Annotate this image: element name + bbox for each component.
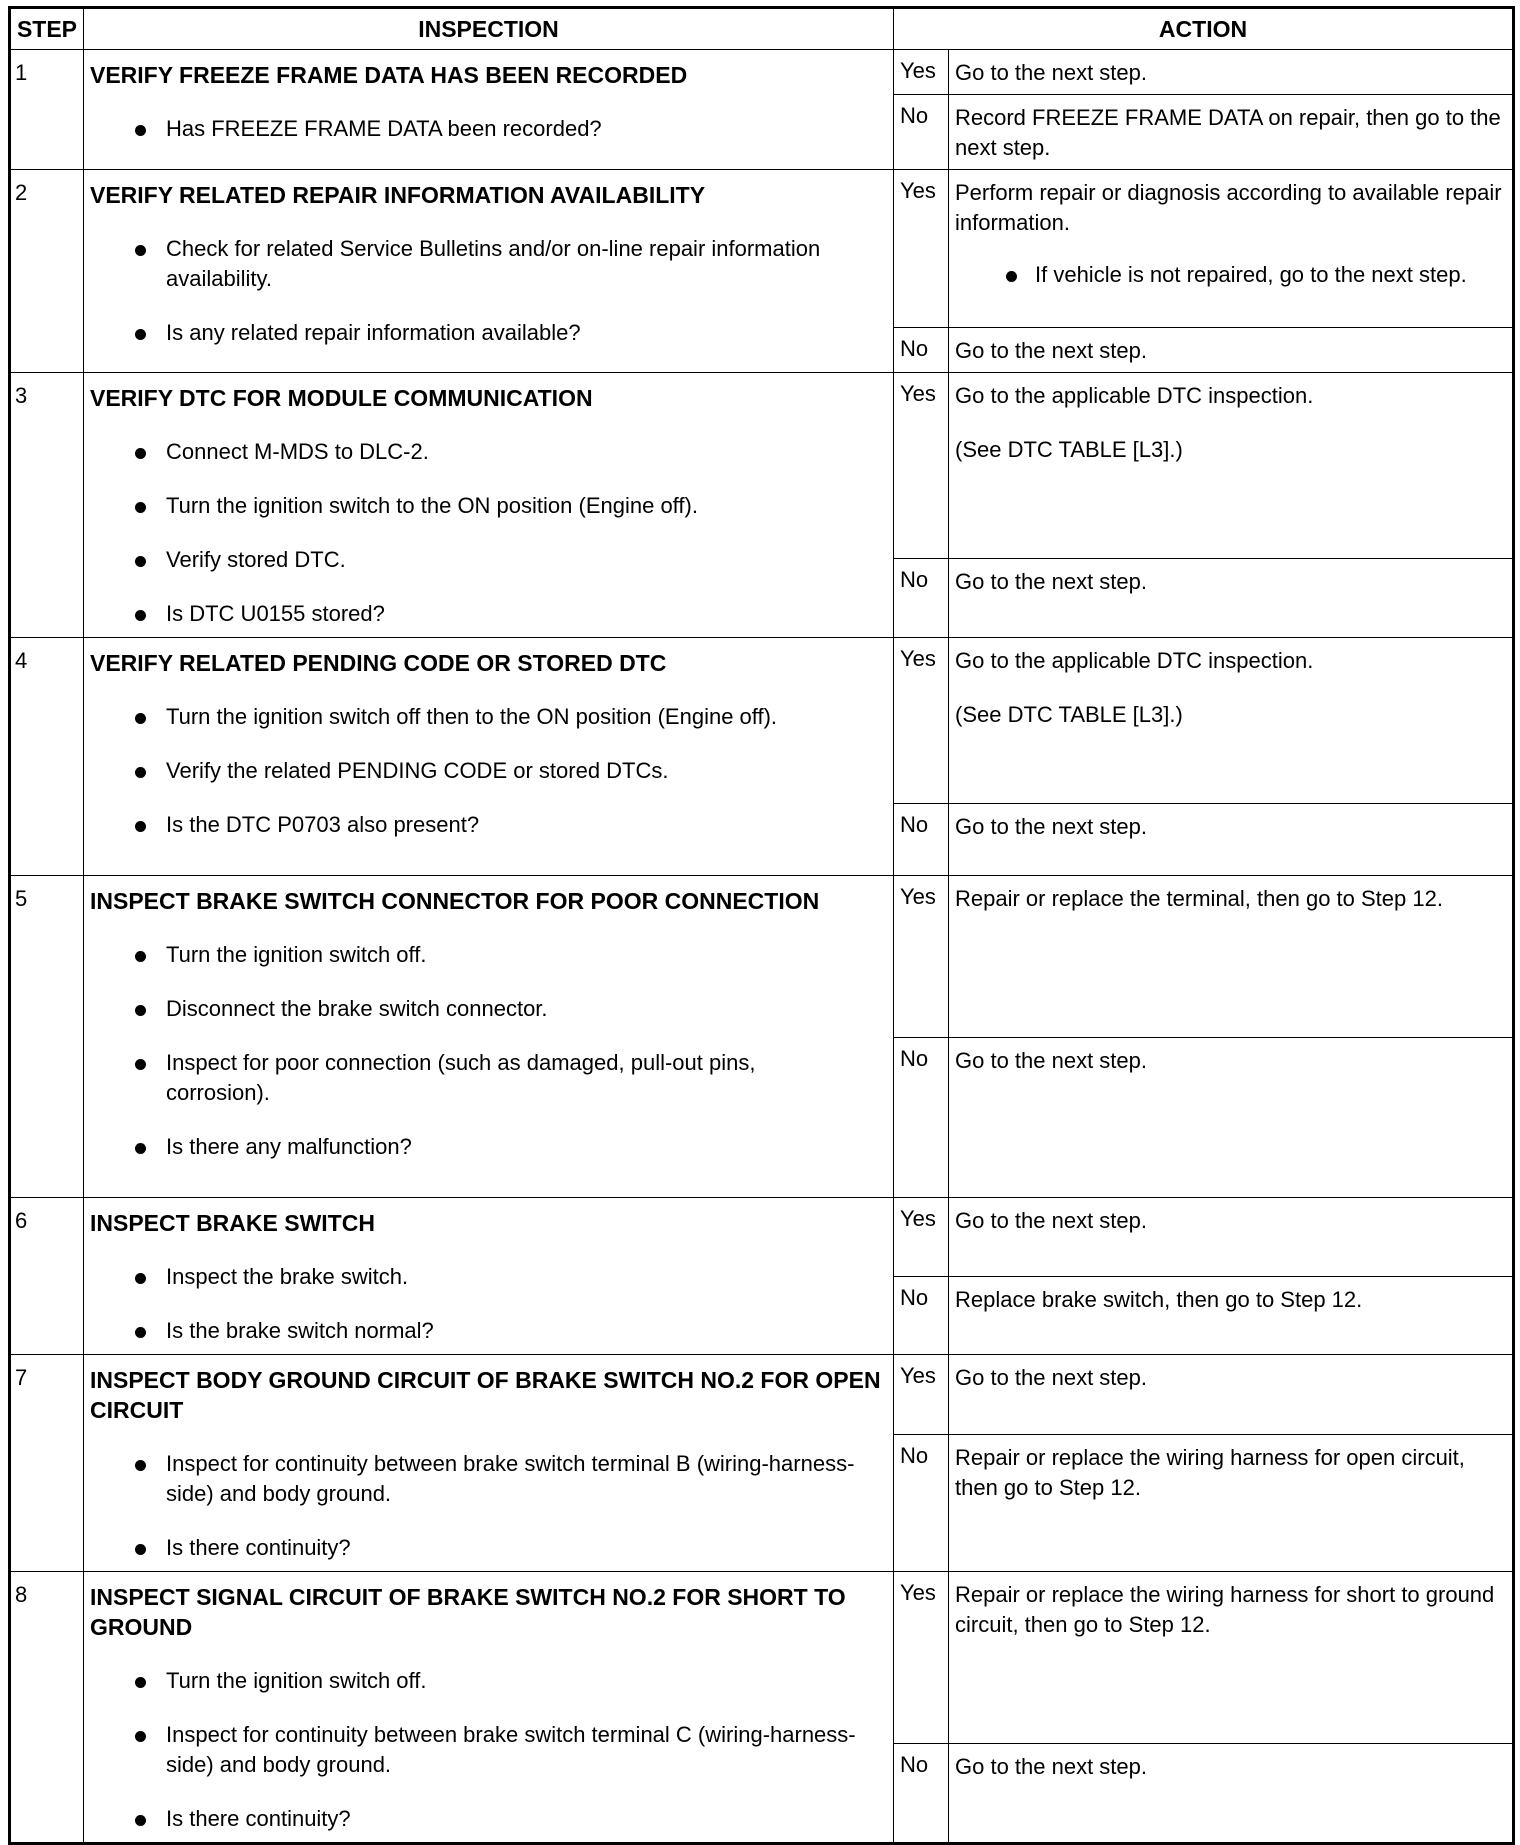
no-action xyxy=(949,1038,1514,1198)
header-row xyxy=(10,8,1514,50)
yes-action xyxy=(949,1198,1514,1277)
yes-action-text: Go to the applicable DTC inspection. xyxy=(955,648,1314,673)
no-action xyxy=(949,95,1514,170)
yes-action-text: Repair or replace the wiring harness for short to ground circuit, then go to Step 12. xyxy=(955,1582,1495,1637)
yes-action xyxy=(949,1572,1514,1744)
step-row-yes xyxy=(10,876,1514,1038)
inspection-bullet: Is DTC U0155 stored? xyxy=(90,599,885,629)
inspection-bullet: Is the DTC P0703 also present? xyxy=(90,810,885,840)
inspection-bullet: Is there continuity? xyxy=(90,1804,885,1834)
step-title: VERIFY RELATED PENDING CODE OR STORED DTC xyxy=(90,650,667,676)
yes-action xyxy=(949,638,1514,804)
step-row-yes xyxy=(10,1198,1514,1277)
step-number: 7 xyxy=(10,1355,84,1572)
inspection-bullets xyxy=(90,1449,885,1563)
yes-label: Yes xyxy=(894,373,949,559)
inspection-bullet: Verify stored DTC. xyxy=(90,545,885,575)
inspection-cell xyxy=(84,876,894,1198)
no-action xyxy=(949,328,1514,373)
yes-label: Yes xyxy=(894,50,949,95)
yes-action-text: Go to the next step. xyxy=(955,1365,1148,1390)
step-title: INSPECT SIGNAL CIRCUIT OF BRAKE SWITCH NO.2 FOR SHORT TO GROUND xyxy=(90,1584,846,1640)
inspection-bullet: Verify the related PENDING CODE or stored DTCs. xyxy=(90,756,885,786)
inspection-bullets xyxy=(90,114,885,144)
yes-label: Yes xyxy=(894,638,949,804)
step-number: 8 xyxy=(10,1572,84,1844)
diagnostic-procedure-document xyxy=(8,6,1512,1831)
step-number: 3 xyxy=(10,373,84,638)
inspection-cell xyxy=(84,170,894,373)
inspection-bullet: Turn the ignition switch to the ON position (Engine off). xyxy=(90,491,885,521)
inspection-bullet: Inspect for continuity between brake switch terminal B (wiring-harness-side) and body ground. xyxy=(90,1449,885,1509)
step-title: INSPECT BRAKE SWITCH xyxy=(90,1210,375,1236)
no-label: No xyxy=(894,1038,949,1198)
yes-label: Yes xyxy=(894,1572,949,1744)
step-number: 2 xyxy=(10,170,84,373)
inspection-column-header: INSPECTION xyxy=(84,8,894,50)
no-label: No xyxy=(894,804,949,876)
step-row-yes xyxy=(10,1355,1514,1435)
inspection-cell xyxy=(84,1355,894,1572)
no-label: No xyxy=(894,559,949,638)
inspection-cell xyxy=(84,1198,894,1355)
inspection-bullet: Turn the ignition switch off. xyxy=(90,1666,885,1696)
yes-action-text: Go to the applicable DTC inspection. xyxy=(955,383,1314,408)
no-action-text: Go to the next step. xyxy=(955,569,1148,595)
inspection-bullet: Inspect for continuity between brake switch terminal C (wiring-harness-side) and body ground. xyxy=(90,1720,885,1780)
step-title: VERIFY RELATED REPAIR INFORMATION AVAILABILITY xyxy=(90,182,706,208)
inspection-bullet: Connect M-MDS to DLC-2. xyxy=(90,437,885,467)
inspection-cell xyxy=(84,1572,894,1844)
dtc-table-reference: (See DTC TABLE [L3].) xyxy=(955,437,1183,462)
inspection-bullets xyxy=(90,1262,885,1346)
no-action-text: Go to the next step. xyxy=(955,1048,1148,1073)
inspection-bullets xyxy=(90,437,885,629)
inspection-bullets xyxy=(90,702,885,840)
inspection-bullet: Is the brake switch normal? xyxy=(90,1316,885,1346)
inspection-bullet: Is any related repair information available? xyxy=(90,318,885,348)
inspection-bullet: Check for related Service Bulletins and/or on-line repair information availability. xyxy=(90,234,885,294)
no-action-text: Go to the next step. xyxy=(955,338,1148,363)
no-action-text: Replace brake switch, then go to Step 12. xyxy=(955,1286,1363,1312)
yes-label: Yes xyxy=(894,1355,949,1435)
action-column-header: ACTION xyxy=(894,8,1514,50)
inspection-bullet: Inspect for poor connection (such as damaged, pull-out pins, corrosion). xyxy=(90,1048,885,1108)
step-title: INSPECT BODY GROUND CIRCUIT OF BRAKE SWITCH NO.2 FOR OPEN CIRCUIT xyxy=(90,1367,881,1423)
step-title: INSPECT BRAKE SWITCH CONNECTOR FOR POOR CONNECTION xyxy=(90,888,820,914)
step-number: 1 xyxy=(10,50,84,170)
no-action-text: Record FREEZE FRAME DATA on repair, then go to the next step. xyxy=(955,105,1501,160)
inspection-bullet: Disconnect the brake switch connector. xyxy=(90,994,885,1024)
step-row-yes xyxy=(10,50,1514,95)
no-action xyxy=(949,804,1514,876)
step-number: 4 xyxy=(10,638,84,876)
step-row-yes xyxy=(10,638,1514,804)
yes-action-text: Repair or replace the terminal, then go to Step 12. xyxy=(955,886,1443,911)
yes-action-bullets xyxy=(955,260,1504,290)
yes-action-text: Go to the next step. xyxy=(955,1208,1148,1233)
no-label: No xyxy=(894,1743,949,1843)
inspection-bullet: Inspect the brake switch. xyxy=(90,1262,885,1292)
yes-action-bullet: If vehicle is not repaired, go to the next step. xyxy=(955,260,1504,290)
no-label: No xyxy=(894,1276,949,1355)
no-label: No xyxy=(894,1434,949,1571)
step-number: 6 xyxy=(10,1198,84,1355)
no-action-text: Go to the next step. xyxy=(955,814,1148,839)
yes-label: Yes xyxy=(894,170,949,328)
dtc-table-reference: (See DTC TABLE [L3].) xyxy=(955,702,1183,727)
inspection-bullets xyxy=(90,234,885,348)
inspection-bullet: Is there continuity? xyxy=(90,1533,885,1563)
no-action xyxy=(949,1434,1514,1571)
step-title: VERIFY FREEZE FRAME DATA HAS BEEN RECORDED xyxy=(90,62,688,88)
yes-action-text: Go to the next step. xyxy=(955,60,1148,85)
inspection-bullet: Is there any malfunction? xyxy=(90,1132,885,1162)
step-row-yes xyxy=(10,373,1514,559)
yes-action xyxy=(949,170,1514,328)
step-number: 5 xyxy=(10,876,84,1198)
diagnostic-table xyxy=(8,6,1515,1845)
step-title: VERIFY DTC FOR MODULE COMMUNICATION xyxy=(90,385,593,411)
inspection-bullet: Turn the ignition switch off then to the ON position (Engine off). xyxy=(90,702,885,732)
inspection-cell xyxy=(84,638,894,876)
step-row-yes xyxy=(10,170,1514,328)
yes-action xyxy=(949,373,1514,559)
inspection-cell xyxy=(84,373,894,638)
no-label: No xyxy=(894,95,949,170)
no-action xyxy=(949,1743,1514,1843)
inspection-cell xyxy=(84,50,894,170)
inspection-bullet: Has FREEZE FRAME DATA been recorded? xyxy=(90,114,885,144)
yes-action xyxy=(949,50,1514,95)
no-action xyxy=(949,559,1514,638)
yes-action-text: Perform repair or diagnosis according to available repair information. xyxy=(955,180,1502,235)
inspection-bullet: Turn the ignition switch off. xyxy=(90,940,885,970)
inspection-bullets xyxy=(90,1666,885,1834)
inspection-bullets xyxy=(90,940,885,1162)
no-label: No xyxy=(894,328,949,373)
yes-action xyxy=(949,876,1514,1038)
no-action-text: Repair or replace the wiring harness for open circuit, then go to Step 12. xyxy=(955,1444,1465,1500)
step-column-header: STEP xyxy=(10,8,84,50)
no-action xyxy=(949,1276,1514,1355)
yes-action xyxy=(949,1355,1514,1435)
no-action-text: Go to the next step. xyxy=(955,1753,1148,1779)
yes-label: Yes xyxy=(894,876,949,1038)
yes-label: Yes xyxy=(894,1198,949,1277)
step-row-yes xyxy=(10,1572,1514,1744)
